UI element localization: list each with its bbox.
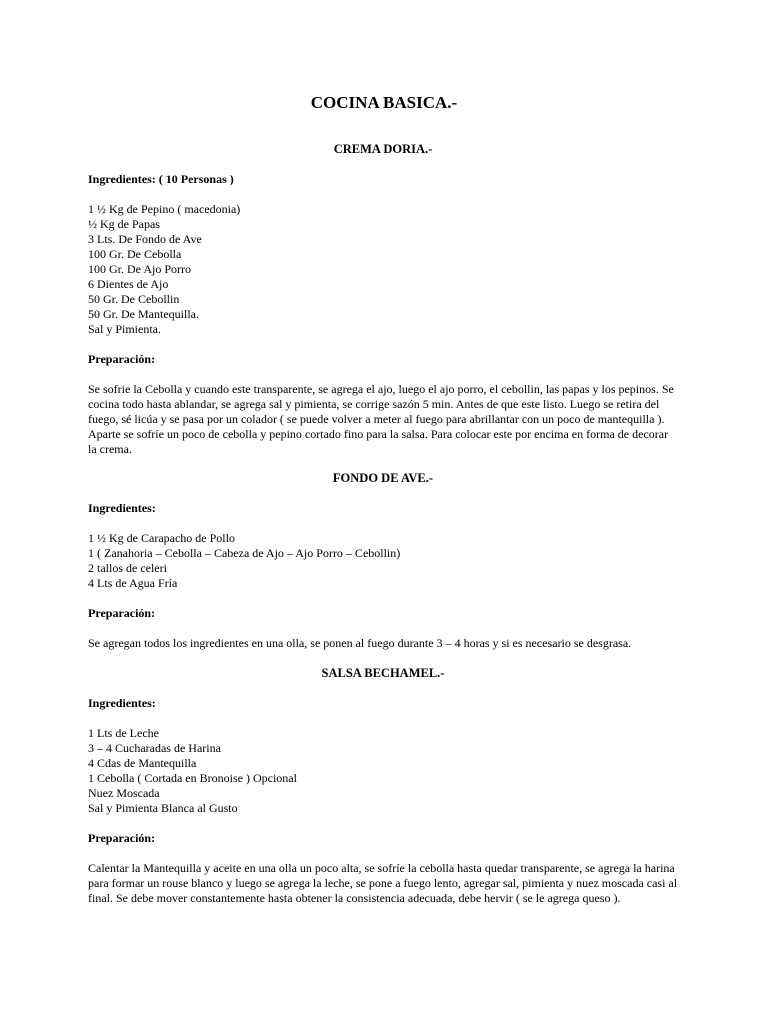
ingredient-item: 2 tallos de celeri: [88, 561, 167, 575]
ingredient-item: Nuez Moscada: [88, 786, 160, 800]
preparation-paragraph: Se sofrie la Cebolla y cuando este transparente, se agrega el ajo, luego el ajo porro, el cebollin, las papas y los pepinos. Se cocina todo hasta ablandar, se agrega sal y pimienta, se corrige sazón 5 min. Antes de que este listo. Luego se retira del fuego, sé licúa y se pasa por un colador ( se puede volver a meter al fuego para abrillantar con un poco de mantequilla ).: [88, 382, 674, 426]
recipe-title: FONDO DE AVE.-: [332, 471, 434, 485]
ingredient-list: [88, 531, 678, 591]
ingredient-item: ½ Kg de Papas: [88, 217, 160, 231]
ingredient-item: 3 Lts. De Fondo de Ave: [88, 232, 202, 246]
ingredient-item: 100 Gr. De Cebolla: [88, 247, 182, 261]
ingredient-item: 1 ( Zanahoria – Cebolla – Cabeza de Ajo – Ajo Porro – Cebollin): [88, 546, 401, 560]
ingredient-item: Sal y Pimienta.: [88, 322, 161, 336]
preparation-paragraph: Aparte se sofríe un poco de cebolla y pepino cortado fino para la salsa. Para colocar este por encima en forma de decorar la crema.: [88, 427, 669, 456]
document-content: [88, 142, 678, 906]
recipe-salsa-bechamel: [88, 666, 678, 906]
ingredient-item: 4 Lts de Agua Fría: [88, 576, 178, 590]
preparation-heading: Preparación:: [88, 352, 156, 366]
ingredient-item: 1 Cebolla ( Cortada en Bronoise ) Opcional: [88, 771, 297, 785]
recipe-title: CREMA DORIA.-: [333, 142, 433, 156]
ingredient-list: [88, 726, 678, 816]
preparation-heading: Preparación:: [88, 606, 156, 620]
preparation-heading: Preparación:: [88, 831, 156, 845]
recipe-fondo-de-ave: [88, 471, 678, 651]
ingredient-item: 100 Gr. De Ajo Porro: [88, 262, 191, 276]
ingredients-heading: Ingredientes:: [88, 696, 156, 710]
preparation-paragraph: Se agregan todos los ingredientes en una olla, se ponen al fuego durante 3 – 4 horas y si es necesario se desgrasa.: [88, 636, 632, 650]
recipe-crema-doria: [88, 142, 678, 457]
ingredient-item: 50 Gr. De Mantequilla.: [88, 307, 199, 321]
preparation-paragraph: Calentar la Mantequilla y aceite en una olla un poco alta, se sofríe la cebolla hasta quedar transparente, se agrega la harina para formar un rouse blanco y luego se agrega la leche, se pone a fuego lento, agregar sal, pimienta y nuez moscada casi al final. Se debe mover constantemente hasta obtener la consistencia adecuada, debe hervir ( se le agrega queso ).: [88, 861, 678, 905]
ingredient-item: 1 ½ Kg de Carapacho de Pollo: [88, 531, 235, 545]
ingredient-item: 4 Cdas de Mantequilla: [88, 756, 197, 770]
ingredients-heading: Ingredientes:: [88, 501, 156, 515]
document-title: COCINA BASICA.-: [310, 93, 458, 112]
ingredient-item: 1 ½ Kg de Pepino ( macedonia): [88, 202, 241, 216]
recipe-title: SALSA BECHAMEL.-: [321, 666, 445, 680]
ingredient-item: 6 Dientes de Ajo: [88, 277, 169, 291]
ingredient-item: 3 – 4 Cucharadas de Harina: [88, 741, 221, 755]
ingredient-list: [88, 202, 678, 337]
ingredient-item: Sal y Pimienta Blanca al Gusto: [88, 801, 238, 815]
ingredient-item: 50 Gr. De Cebollin: [88, 292, 180, 306]
ingredients-heading: Ingredientes: ( 10 Personas ): [88, 172, 234, 186]
ingredient-item: 1 Lts de Leche: [88, 726, 159, 740]
